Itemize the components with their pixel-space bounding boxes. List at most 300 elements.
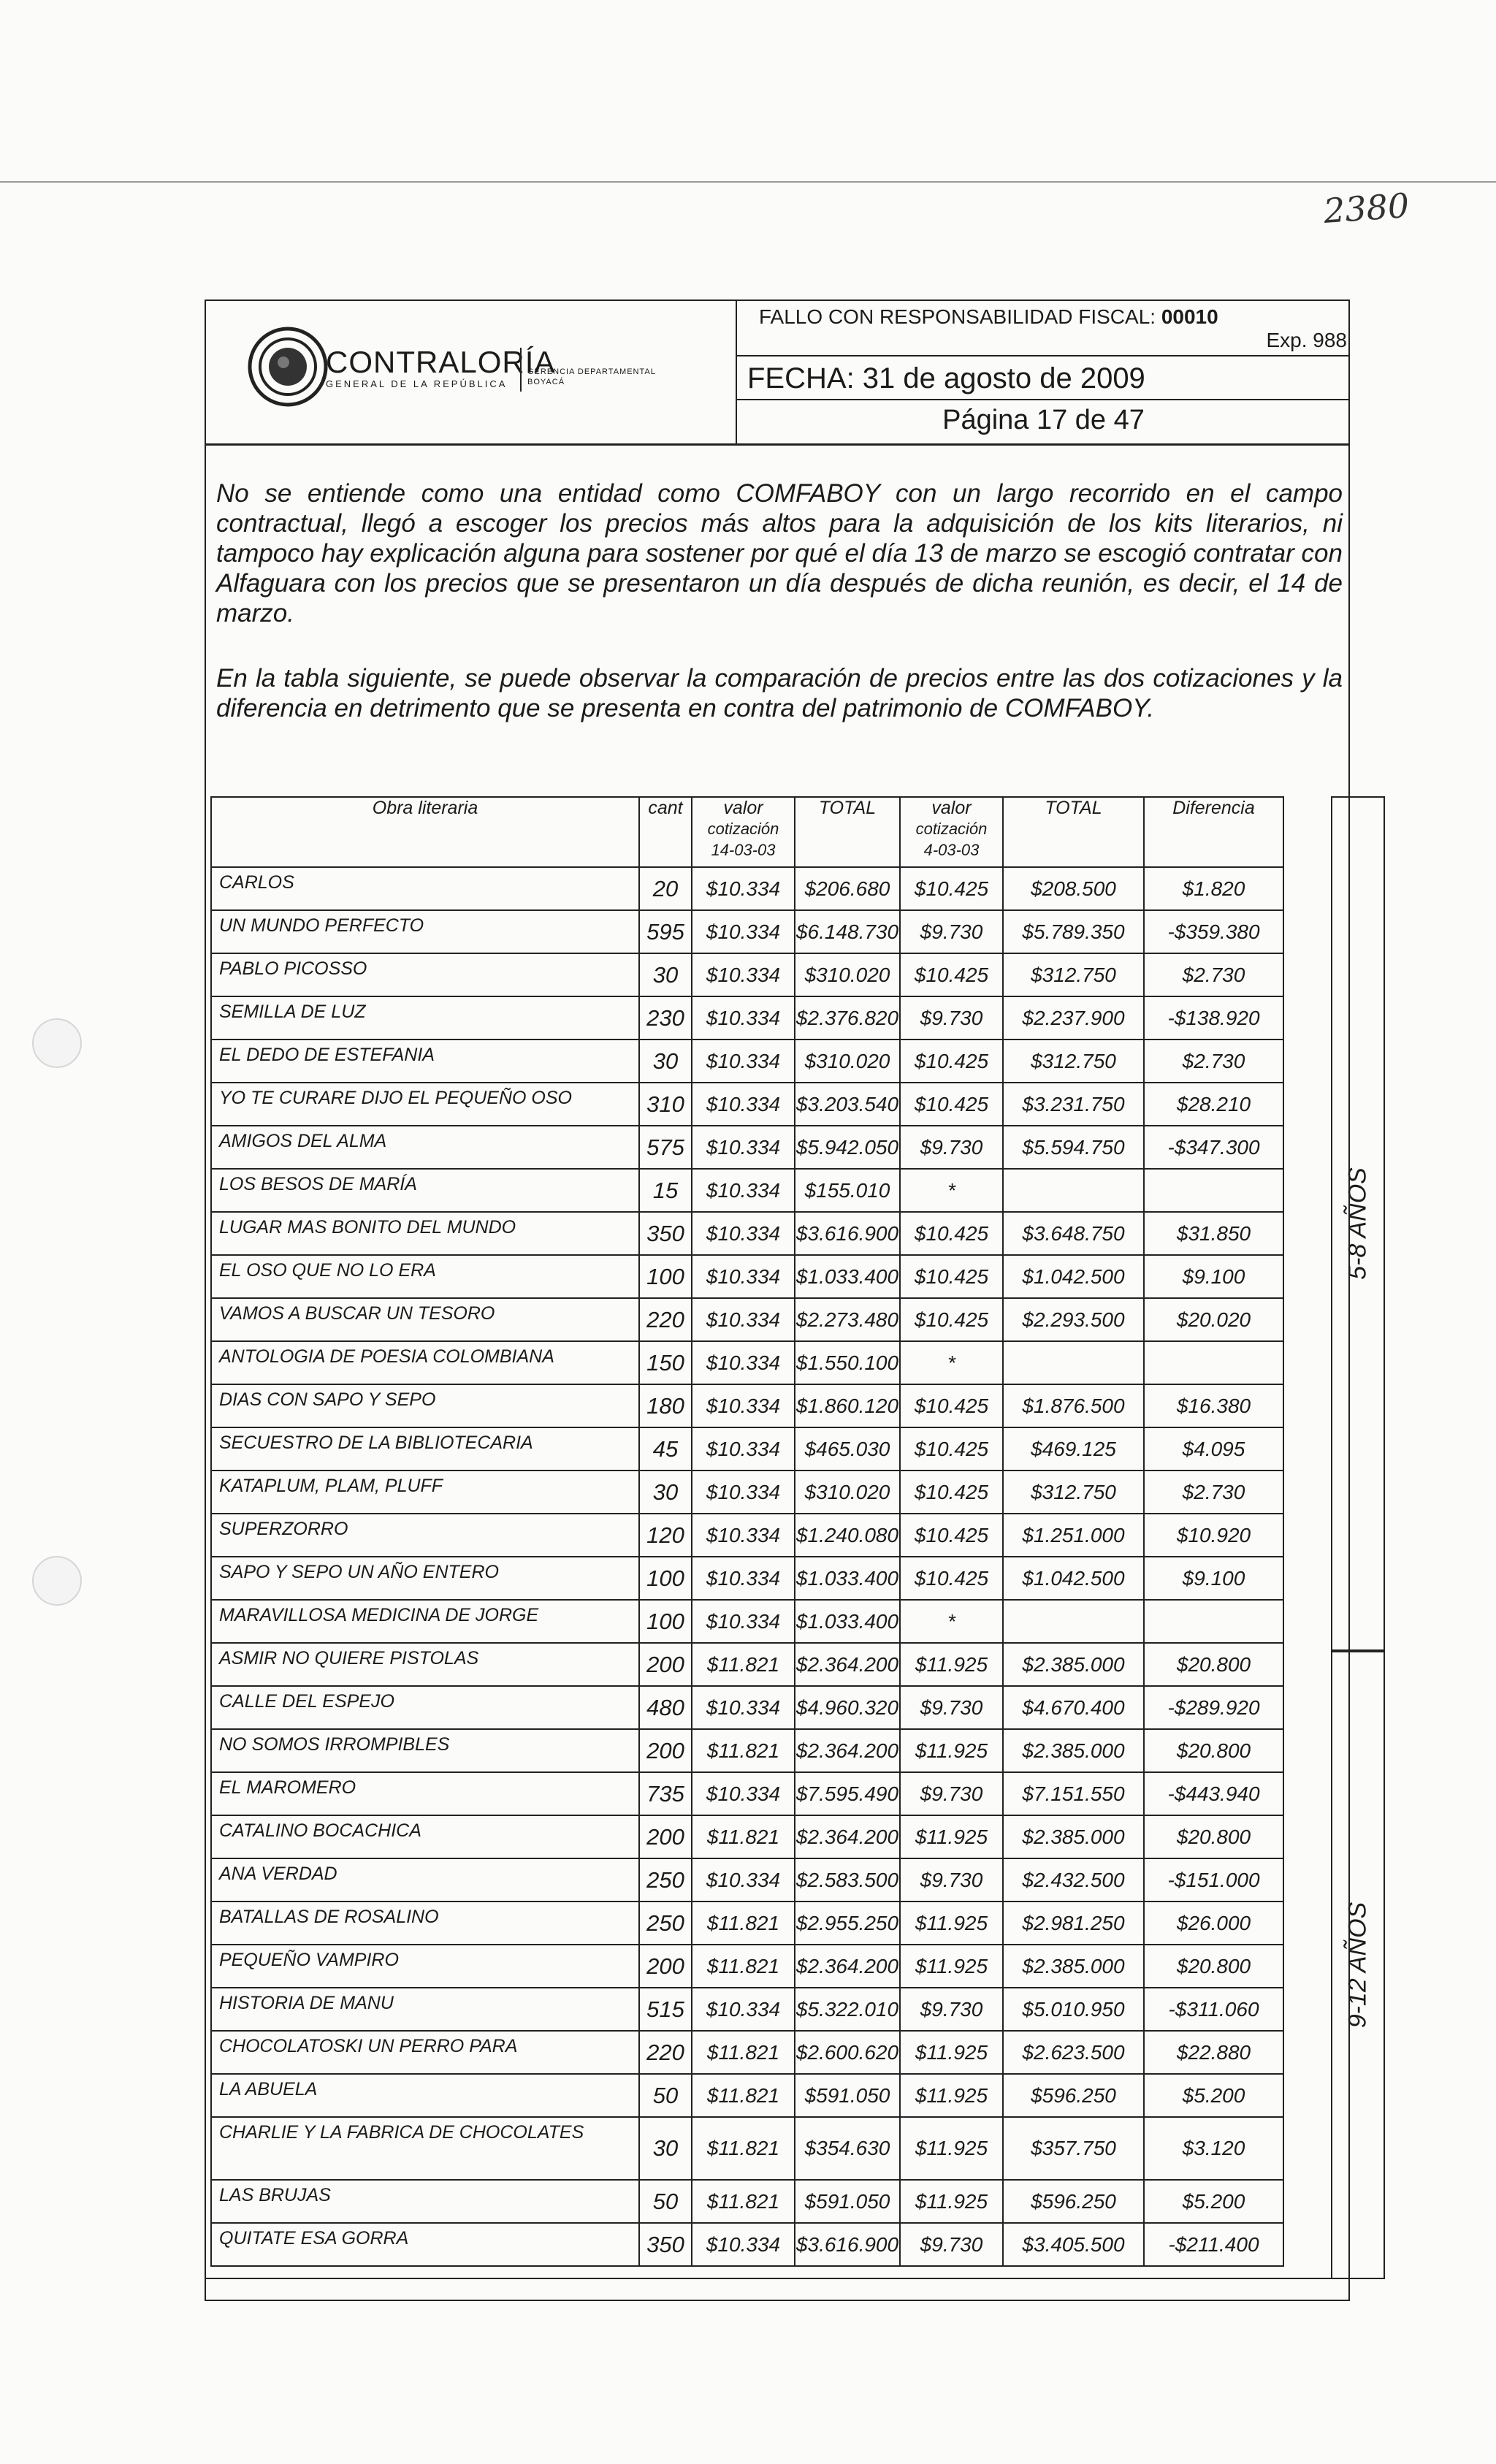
cell-valor1: $10.334 bbox=[692, 910, 795, 953]
cell-total2: $596.250 bbox=[1003, 2074, 1144, 2117]
fallo-row bbox=[737, 300, 1350, 356]
handwritten-page-number: 2380 bbox=[1322, 185, 1411, 232]
cell-diferencia: $10.920 bbox=[1144, 1514, 1283, 1557]
cell-total2: $2.432.500 bbox=[1003, 1858, 1144, 1902]
cell-diferencia: $28.210 bbox=[1144, 1083, 1283, 1126]
cell-diferencia: $26.000 bbox=[1144, 1902, 1283, 1945]
cell-valor1: $11.821 bbox=[692, 1643, 795, 1686]
cell-cant: 45 bbox=[639, 1427, 692, 1471]
cell-diferencia: -$311.060 bbox=[1144, 1988, 1283, 2031]
cell-valor2: $11.925 bbox=[900, 1815, 1003, 1858]
cell-valor2: $11.925 bbox=[900, 2117, 1003, 2180]
table-row bbox=[211, 1341, 1283, 1384]
cell-valor1: $11.821 bbox=[692, 1945, 795, 1988]
document-header bbox=[205, 300, 1350, 446]
cell-cant: 120 bbox=[639, 1514, 692, 1557]
cell-cant: 200 bbox=[639, 1815, 692, 1858]
cell-total1: $2.273.480 bbox=[795, 1298, 900, 1341]
cell-total1: $310.020 bbox=[795, 1040, 900, 1083]
cell-valor1: $10.334 bbox=[692, 1083, 795, 1126]
cell-valor2: * bbox=[900, 1341, 1003, 1384]
cell-total1: $2.376.820 bbox=[795, 996, 900, 1040]
cell-valor2: $10.425 bbox=[900, 953, 1003, 996]
cell-diferencia: -$289.920 bbox=[1144, 1686, 1283, 1729]
cell-diferencia bbox=[1144, 1600, 1283, 1643]
cell-obra: ANA VERDAD bbox=[211, 1858, 639, 1902]
cell-obra: EL OSO QUE NO LO ERA bbox=[211, 1255, 639, 1298]
table-row bbox=[211, 1384, 1283, 1427]
cell-obra: LOS BESOS DE MARÍA bbox=[211, 1169, 639, 1212]
valor2-date: 4-03-03 bbox=[923, 841, 980, 859]
cell-obra: AMIGOS DEL ALMA bbox=[211, 1126, 639, 1169]
table-row bbox=[211, 1169, 1283, 1212]
cell-obra: UN MUNDO PERFECTO bbox=[211, 910, 639, 953]
cell-valor1: $10.334 bbox=[692, 996, 795, 1040]
cell-valor2: $9.730 bbox=[900, 1686, 1003, 1729]
cell-total1: $155.010 bbox=[795, 1169, 900, 1212]
logo-separator bbox=[520, 348, 522, 392]
cell-total2: $3.231.750 bbox=[1003, 1083, 1144, 1126]
cell-valor1: $10.334 bbox=[692, 1169, 795, 1212]
cell-diferencia: -$443.940 bbox=[1144, 1772, 1283, 1815]
cell-cant: 515 bbox=[639, 1988, 692, 2031]
table-row bbox=[211, 1212, 1283, 1255]
table-row bbox=[211, 1686, 1283, 1729]
cell-valor2: $11.925 bbox=[900, 2031, 1003, 2074]
age-group-9-12 bbox=[1331, 1651, 1385, 2279]
cell-valor2: $10.425 bbox=[900, 1514, 1003, 1557]
cell-valor2: * bbox=[900, 1600, 1003, 1643]
cell-total2: $5.010.950 bbox=[1003, 1988, 1144, 2031]
cell-valor2: $10.425 bbox=[900, 1298, 1003, 1341]
cell-obra: SECUESTRO DE LA BIBLIOTECARIA bbox=[211, 1427, 639, 1471]
cell-total1: $310.020 bbox=[795, 1471, 900, 1514]
cell-diferencia: $20.800 bbox=[1144, 1945, 1283, 1988]
cell-valor1: $10.334 bbox=[692, 1212, 795, 1255]
cell-valor2: $10.425 bbox=[900, 1427, 1003, 1471]
cell-valor2: $9.730 bbox=[900, 1858, 1003, 1902]
cell-total1: $2.600.620 bbox=[795, 2031, 900, 2074]
cell-valor1: $10.334 bbox=[692, 1298, 795, 1341]
cell-obra: SUPERZORRO bbox=[211, 1514, 639, 1557]
table-row bbox=[211, 1255, 1283, 1298]
cell-obra: EL MAROMERO bbox=[211, 1772, 639, 1815]
cell-valor2: $11.925 bbox=[900, 1902, 1003, 1945]
table-row bbox=[211, 2074, 1283, 2117]
cell-valor2: $9.730 bbox=[900, 1126, 1003, 1169]
cell-valor1: $11.821 bbox=[692, 2074, 795, 2117]
cell-obra: PEQUEÑO VAMPIRO bbox=[211, 1945, 639, 1988]
cell-total1: $2.955.250 bbox=[795, 1902, 900, 1945]
table-row bbox=[211, 2223, 1283, 2266]
cell-cant: 30 bbox=[639, 953, 692, 996]
cell-total2: $2.385.000 bbox=[1003, 1643, 1144, 1686]
table-row bbox=[211, 1858, 1283, 1902]
table-row bbox=[211, 1471, 1283, 1514]
fallo-number: 00010 bbox=[1161, 305, 1218, 328]
cell-cant: 50 bbox=[639, 2180, 692, 2223]
col-valor2-header bbox=[900, 797, 1003, 867]
cell-total2 bbox=[1003, 1600, 1144, 1643]
cell-total1: $1.033.400 bbox=[795, 1255, 900, 1298]
cell-diferencia: $4.095 bbox=[1144, 1427, 1283, 1471]
cell-valor2: $9.730 bbox=[900, 2223, 1003, 2266]
cell-valor2: $9.730 bbox=[900, 996, 1003, 1040]
cell-cant: 30 bbox=[639, 2117, 692, 2180]
cell-cant: 100 bbox=[639, 1600, 692, 1643]
table-header-row bbox=[211, 797, 1283, 867]
cell-obra: EL DEDO DE ESTEFANIA bbox=[211, 1040, 639, 1083]
cell-valor2: $11.925 bbox=[900, 1643, 1003, 1686]
cell-total1: $6.148.730 bbox=[795, 910, 900, 953]
cell-total2: $208.500 bbox=[1003, 867, 1144, 910]
logo-dept-line2: BOYACÁ bbox=[527, 378, 565, 386]
cell-diferencia: -$347.300 bbox=[1144, 1126, 1283, 1169]
cell-obra: HISTORIA DE MANU bbox=[211, 1988, 639, 2031]
cell-total2: $3.648.750 bbox=[1003, 1212, 1144, 1255]
cell-valor1: $10.334 bbox=[692, 1600, 795, 1643]
cell-total1: $1.860.120 bbox=[795, 1384, 900, 1427]
cell-valor1: $11.821 bbox=[692, 1902, 795, 1945]
scan-page-edge bbox=[0, 181, 1496, 183]
cell-valor1: $10.334 bbox=[692, 1341, 795, 1384]
cell-diferencia: $9.100 bbox=[1144, 1557, 1283, 1600]
cell-total1: $7.595.490 bbox=[795, 1772, 900, 1815]
cell-obra: ANTOLOGIA DE POESIA COLOMBIANA bbox=[211, 1341, 639, 1384]
cell-valor1: $10.334 bbox=[692, 867, 795, 910]
cell-valor2: $10.425 bbox=[900, 1255, 1003, 1298]
cell-cant: 200 bbox=[639, 1729, 692, 1772]
table-row bbox=[211, 1126, 1283, 1169]
cell-valor1: $10.334 bbox=[692, 1514, 795, 1557]
table-row bbox=[211, 2180, 1283, 2223]
cell-obra: ASMIR NO QUIERE PISTOLAS bbox=[211, 1643, 639, 1686]
cell-diferencia: $20.800 bbox=[1144, 1815, 1283, 1858]
col-cant-header: cant bbox=[639, 797, 692, 867]
cell-obra: BATALLAS DE ROSALINO bbox=[211, 1902, 639, 1945]
cell-diferencia: $5.200 bbox=[1144, 2074, 1283, 2117]
col-valor1-header bbox=[692, 797, 795, 867]
cell-obra: PABLO PICOSSO bbox=[211, 953, 639, 996]
cell-obra: LUGAR MAS BONITO DEL MUNDO bbox=[211, 1212, 639, 1255]
cell-cant: 480 bbox=[639, 1686, 692, 1729]
page-number: Página 17 de 47 bbox=[942, 405, 1145, 435]
cell-cant: 220 bbox=[639, 2031, 692, 2074]
col-total1-header: TOTAL bbox=[795, 797, 900, 867]
exp-number: Exp. 988 bbox=[1266, 329, 1347, 351]
cell-total2: $3.405.500 bbox=[1003, 2223, 1144, 2266]
cell-diferencia: $20.800 bbox=[1144, 1643, 1283, 1686]
table-row bbox=[211, 910, 1283, 953]
cell-valor1: $10.334 bbox=[692, 1772, 795, 1815]
cell-diferencia bbox=[1144, 1341, 1283, 1384]
cell-cant: 310 bbox=[639, 1083, 692, 1126]
cell-valor1: $10.334 bbox=[692, 1384, 795, 1427]
cell-diferencia: $31.850 bbox=[1144, 1212, 1283, 1255]
cell-total2: $2.623.500 bbox=[1003, 2031, 1144, 2074]
cell-total1: $1.240.080 bbox=[795, 1514, 900, 1557]
cell-valor2: $9.730 bbox=[900, 910, 1003, 953]
cell-diferencia: $1.820 bbox=[1144, 867, 1283, 910]
cell-total1: $1.550.100 bbox=[795, 1341, 900, 1384]
table-row bbox=[211, 1040, 1283, 1083]
cell-total2: $357.750 bbox=[1003, 2117, 1144, 2180]
cell-diferencia: $2.730 bbox=[1144, 1040, 1283, 1083]
cell-total1: $1.033.400 bbox=[795, 1600, 900, 1643]
cell-total1: $310.020 bbox=[795, 953, 900, 996]
cell-diferencia: -$211.400 bbox=[1144, 2223, 1283, 2266]
cell-cant: 595 bbox=[639, 910, 692, 953]
logo-department bbox=[527, 367, 656, 387]
paragraph-2: En la tabla siguiente, se puede observar la comparación de precios entre las dos cotizaciones y la diferencia en detrimento que se presenta en contra del patrimonio de COMFABOY. bbox=[216, 664, 1343, 722]
cell-obra: MARAVILLOSA MEDICINA DE JORGE bbox=[211, 1600, 639, 1643]
table-body bbox=[211, 867, 1283, 2266]
age-group-5-8 bbox=[1331, 796, 1385, 1651]
cell-total2: $2.385.000 bbox=[1003, 1815, 1144, 1858]
cell-cant: 100 bbox=[639, 1255, 692, 1298]
cell-total1: $465.030 bbox=[795, 1427, 900, 1471]
age-group-label: 5-8 AÑOS bbox=[1343, 1167, 1372, 1280]
col-obra-header: Obra literaria bbox=[211, 797, 639, 867]
cell-cant: 250 bbox=[639, 1902, 692, 1945]
cell-total1: $2.364.200 bbox=[795, 1945, 900, 1988]
cell-diferencia: -$359.380 bbox=[1144, 910, 1283, 953]
cell-obra: CARLOS bbox=[211, 867, 639, 910]
cell-total2: $312.750 bbox=[1003, 953, 1144, 996]
cell-valor1: $10.334 bbox=[692, 1471, 795, 1514]
cell-total2: $5.594.750 bbox=[1003, 1126, 1144, 1169]
cell-cant: 15 bbox=[639, 1169, 692, 1212]
cell-total2 bbox=[1003, 1341, 1144, 1384]
table-row bbox=[211, 1729, 1283, 1772]
cell-diferencia bbox=[1144, 1169, 1283, 1212]
cell-valor1: $10.334 bbox=[692, 1988, 795, 2031]
fecha-row bbox=[737, 356, 1350, 400]
cell-total1: $591.050 bbox=[795, 2180, 900, 2223]
cell-diferencia: $9.100 bbox=[1144, 1255, 1283, 1298]
cell-diferencia: $22.880 bbox=[1144, 2031, 1283, 2074]
cell-obra: SAPO Y SEPO UN AÑO ENTERO bbox=[211, 1557, 639, 1600]
cell-total1: $354.630 bbox=[795, 2117, 900, 2180]
cell-obra: CATALINO BOCACHICA bbox=[211, 1815, 639, 1858]
cell-cant: 200 bbox=[639, 1945, 692, 1988]
cell-cant: 50 bbox=[639, 2074, 692, 2117]
cell-total2: $2.237.900 bbox=[1003, 996, 1144, 1040]
cell-valor1: $10.334 bbox=[692, 1040, 795, 1083]
cell-total2: $469.125 bbox=[1003, 1427, 1144, 1471]
table-row bbox=[211, 996, 1283, 1040]
cell-cant: 150 bbox=[639, 1341, 692, 1384]
cell-valor1: $10.334 bbox=[692, 1126, 795, 1169]
table-row bbox=[211, 1988, 1283, 2031]
cell-valor1: $10.334 bbox=[692, 953, 795, 996]
table-row bbox=[211, 1514, 1283, 1557]
cell-valor2: $11.925 bbox=[900, 2074, 1003, 2117]
cell-total1: $5.942.050 bbox=[795, 1126, 900, 1169]
logo-dept-line1: GERENCIA DEPARTAMENTAL bbox=[527, 367, 656, 376]
cell-total1: $591.050 bbox=[795, 2074, 900, 2117]
cell-total1: $1.033.400 bbox=[795, 1557, 900, 1600]
cell-obra: YO TE CURARE DIJO EL PEQUEÑO OSO bbox=[211, 1083, 639, 1126]
table-row bbox=[211, 1557, 1283, 1600]
cell-total2: $1.042.500 bbox=[1003, 1255, 1144, 1298]
cell-obra: DIAS CON SAPO Y SEPO bbox=[211, 1384, 639, 1427]
cell-obra: SEMILLA DE LUZ bbox=[211, 996, 639, 1040]
cell-cant: 350 bbox=[639, 1212, 692, 1255]
valor2-label: valor bbox=[931, 798, 972, 818]
cell-valor1: $10.334 bbox=[692, 1858, 795, 1902]
cell-valor1: $10.334 bbox=[692, 1557, 795, 1600]
fallo-text: FALLO CON RESPONSABILIDAD FISCAL: bbox=[759, 305, 1156, 328]
frame-bottom-line bbox=[205, 2278, 1350, 2279]
cell-total1: $206.680 bbox=[795, 867, 900, 910]
cell-valor2: $9.730 bbox=[900, 1772, 1003, 1815]
table-row bbox=[211, 2117, 1283, 2180]
cell-cant: 200 bbox=[639, 1643, 692, 1686]
cell-valor1: $11.821 bbox=[692, 1815, 795, 1858]
cell-total1: $2.583.500 bbox=[795, 1858, 900, 1902]
table-row bbox=[211, 953, 1283, 996]
cell-total1: $4.960.320 bbox=[795, 1686, 900, 1729]
cell-valor2: $9.730 bbox=[900, 1988, 1003, 2031]
table-row bbox=[211, 2031, 1283, 2074]
cell-obra: QUITATE ESA GORRA bbox=[211, 2223, 639, 2266]
cell-total2: $1.876.500 bbox=[1003, 1384, 1144, 1427]
cell-valor1: $11.821 bbox=[692, 2117, 795, 2180]
cell-obra: KATAPLUM, PLAM, PLUFF bbox=[211, 1471, 639, 1514]
cell-valor1: $10.334 bbox=[692, 1427, 795, 1471]
cell-total1: $3.616.900 bbox=[795, 1212, 900, 1255]
cell-total2: $4.670.400 bbox=[1003, 1686, 1144, 1729]
cell-cant: 30 bbox=[639, 1040, 692, 1083]
logo-name: CONTRALORÍA bbox=[326, 345, 556, 379]
table-row bbox=[211, 867, 1283, 910]
cell-cant: 220 bbox=[639, 1298, 692, 1341]
cell-valor2: $10.425 bbox=[900, 1471, 1003, 1514]
paragraph-1: No se entiende como una entidad como COMFABOY con un largo recorrido en el campo contractual, llegó a escoger los precios más altos para la adquisición de los kits literarios, ni tampoco hay explicación alguna para sostener por qué el día 13 de marzo se escogió contratar con Alfaguara con los precios que se presentaron un día después de dicha reunión, es decir, el 14 de marzo. bbox=[216, 479, 1343, 628]
cell-valor2: $10.425 bbox=[900, 1384, 1003, 1427]
cell-cant: 350 bbox=[639, 2223, 692, 2266]
table-row bbox=[211, 1945, 1283, 1988]
logo-cell bbox=[205, 300, 736, 443]
cell-valor1: $10.334 bbox=[692, 1255, 795, 1298]
cell-diferencia: $20.020 bbox=[1144, 1298, 1283, 1341]
cell-total2: $7.151.550 bbox=[1003, 1772, 1144, 1815]
valor1-label: valor bbox=[723, 798, 763, 818]
cell-obra: LAS BRUJAS bbox=[211, 2180, 639, 2223]
cell-obra: CHARLIE Y LA FABRICA DE CHOCOLATES bbox=[211, 2117, 639, 2180]
table-row bbox=[211, 1600, 1283, 1643]
cell-valor2: $10.425 bbox=[900, 1212, 1003, 1255]
cell-cant: 100 bbox=[639, 1557, 692, 1600]
cell-valor1: $11.821 bbox=[692, 2031, 795, 2074]
cell-total2: $2.385.000 bbox=[1003, 1729, 1144, 1772]
cell-total1: $3.203.540 bbox=[795, 1083, 900, 1126]
fecha-text: FECHA: 31 de agosto de 2009 bbox=[747, 362, 1145, 394]
cell-total2: $2.385.000 bbox=[1003, 1945, 1144, 1988]
cell-valor2: $11.925 bbox=[900, 1945, 1003, 1988]
cell-diferencia: $5.200 bbox=[1144, 2180, 1283, 2223]
cell-diferencia: -$151.000 bbox=[1144, 1858, 1283, 1902]
table-row bbox=[211, 1298, 1283, 1341]
cell-valor1: $11.821 bbox=[692, 1729, 795, 1772]
table-row bbox=[211, 1815, 1283, 1858]
cell-cant: 250 bbox=[639, 1858, 692, 1902]
cell-valor2: $10.425 bbox=[900, 1040, 1003, 1083]
cell-cant: 230 bbox=[639, 996, 692, 1040]
cell-cant: 30 bbox=[639, 1471, 692, 1514]
table-row bbox=[211, 1772, 1283, 1815]
header-info bbox=[737, 300, 1350, 443]
punch-hole bbox=[32, 1556, 82, 1606]
cell-valor2: $10.425 bbox=[900, 1557, 1003, 1600]
cell-obra: NO SOMOS IRROMPIBLES bbox=[211, 1729, 639, 1772]
col-total2-header: TOTAL bbox=[1003, 797, 1144, 867]
table-row bbox=[211, 1427, 1283, 1471]
price-comparison-table bbox=[210, 796, 1284, 2267]
age-group-label: 9-12 AÑOS bbox=[1343, 1902, 1372, 2029]
cell-valor2: * bbox=[900, 1169, 1003, 1212]
cell-total2: $2.293.500 bbox=[1003, 1298, 1144, 1341]
cell-obra: CHOCOLATOSKI UN PERRO PARA bbox=[211, 2031, 639, 2074]
fallo-label bbox=[759, 305, 1218, 329]
cell-obra: VAMOS A BUSCAR UN TESORO bbox=[211, 1298, 639, 1341]
cell-valor2: $11.925 bbox=[900, 1729, 1003, 1772]
cell-obra: CALLE DEL ESPEJO bbox=[211, 1686, 639, 1729]
cell-valor2: $10.425 bbox=[900, 1083, 1003, 1126]
cell-diferencia: $3.120 bbox=[1144, 2117, 1283, 2180]
cell-valor1: $10.334 bbox=[692, 2223, 795, 2266]
valor1-date: 14-03-03 bbox=[711, 841, 776, 859]
cell-valor2: $10.425 bbox=[900, 867, 1003, 910]
table-row bbox=[211, 1902, 1283, 1945]
table-row bbox=[211, 1083, 1283, 1126]
cell-diferencia: -$138.920 bbox=[1144, 996, 1283, 1040]
cell-total2: $312.750 bbox=[1003, 1471, 1144, 1514]
cell-total1: $2.364.200 bbox=[795, 1729, 900, 1772]
cell-total1: $2.364.200 bbox=[795, 1643, 900, 1686]
cell-valor1: $11.821 bbox=[692, 2180, 795, 2223]
cell-diferencia: $2.730 bbox=[1144, 953, 1283, 996]
col-diferencia-header: Diferencia bbox=[1144, 797, 1283, 867]
cell-obra: LA ABUELA bbox=[211, 2074, 639, 2117]
cell-total1: $3.616.900 bbox=[795, 2223, 900, 2266]
cell-valor2: $11.925 bbox=[900, 2180, 1003, 2223]
cell-total2: $5.789.350 bbox=[1003, 910, 1144, 953]
cell-total2: $312.750 bbox=[1003, 1040, 1144, 1083]
cell-total1: $2.364.200 bbox=[795, 1815, 900, 1858]
cell-total1: $5.322.010 bbox=[795, 1988, 900, 2031]
contraloria-logo-icon bbox=[247, 326, 329, 408]
cell-diferencia: $16.380 bbox=[1144, 1384, 1283, 1427]
cell-diferencia: $20.800 bbox=[1144, 1729, 1283, 1772]
cell-valor1: $10.334 bbox=[692, 1686, 795, 1729]
cell-cant: 575 bbox=[639, 1126, 692, 1169]
cell-total2: $2.981.250 bbox=[1003, 1902, 1144, 1945]
cell-total2: $1.251.000 bbox=[1003, 1514, 1144, 1557]
punch-hole bbox=[32, 1018, 82, 1068]
cell-diferencia: $2.730 bbox=[1144, 1471, 1283, 1514]
valor1-sub: cotización bbox=[707, 820, 779, 838]
table-row bbox=[211, 1643, 1283, 1686]
cell-total2: $1.042.500 bbox=[1003, 1557, 1144, 1600]
cell-total2 bbox=[1003, 1169, 1144, 1212]
cell-cant: 180 bbox=[639, 1384, 692, 1427]
valor2-sub: cotización bbox=[915, 820, 988, 838]
cell-cant: 20 bbox=[639, 867, 692, 910]
cell-cant: 735 bbox=[639, 1772, 692, 1815]
cell-total2: $596.250 bbox=[1003, 2180, 1144, 2223]
